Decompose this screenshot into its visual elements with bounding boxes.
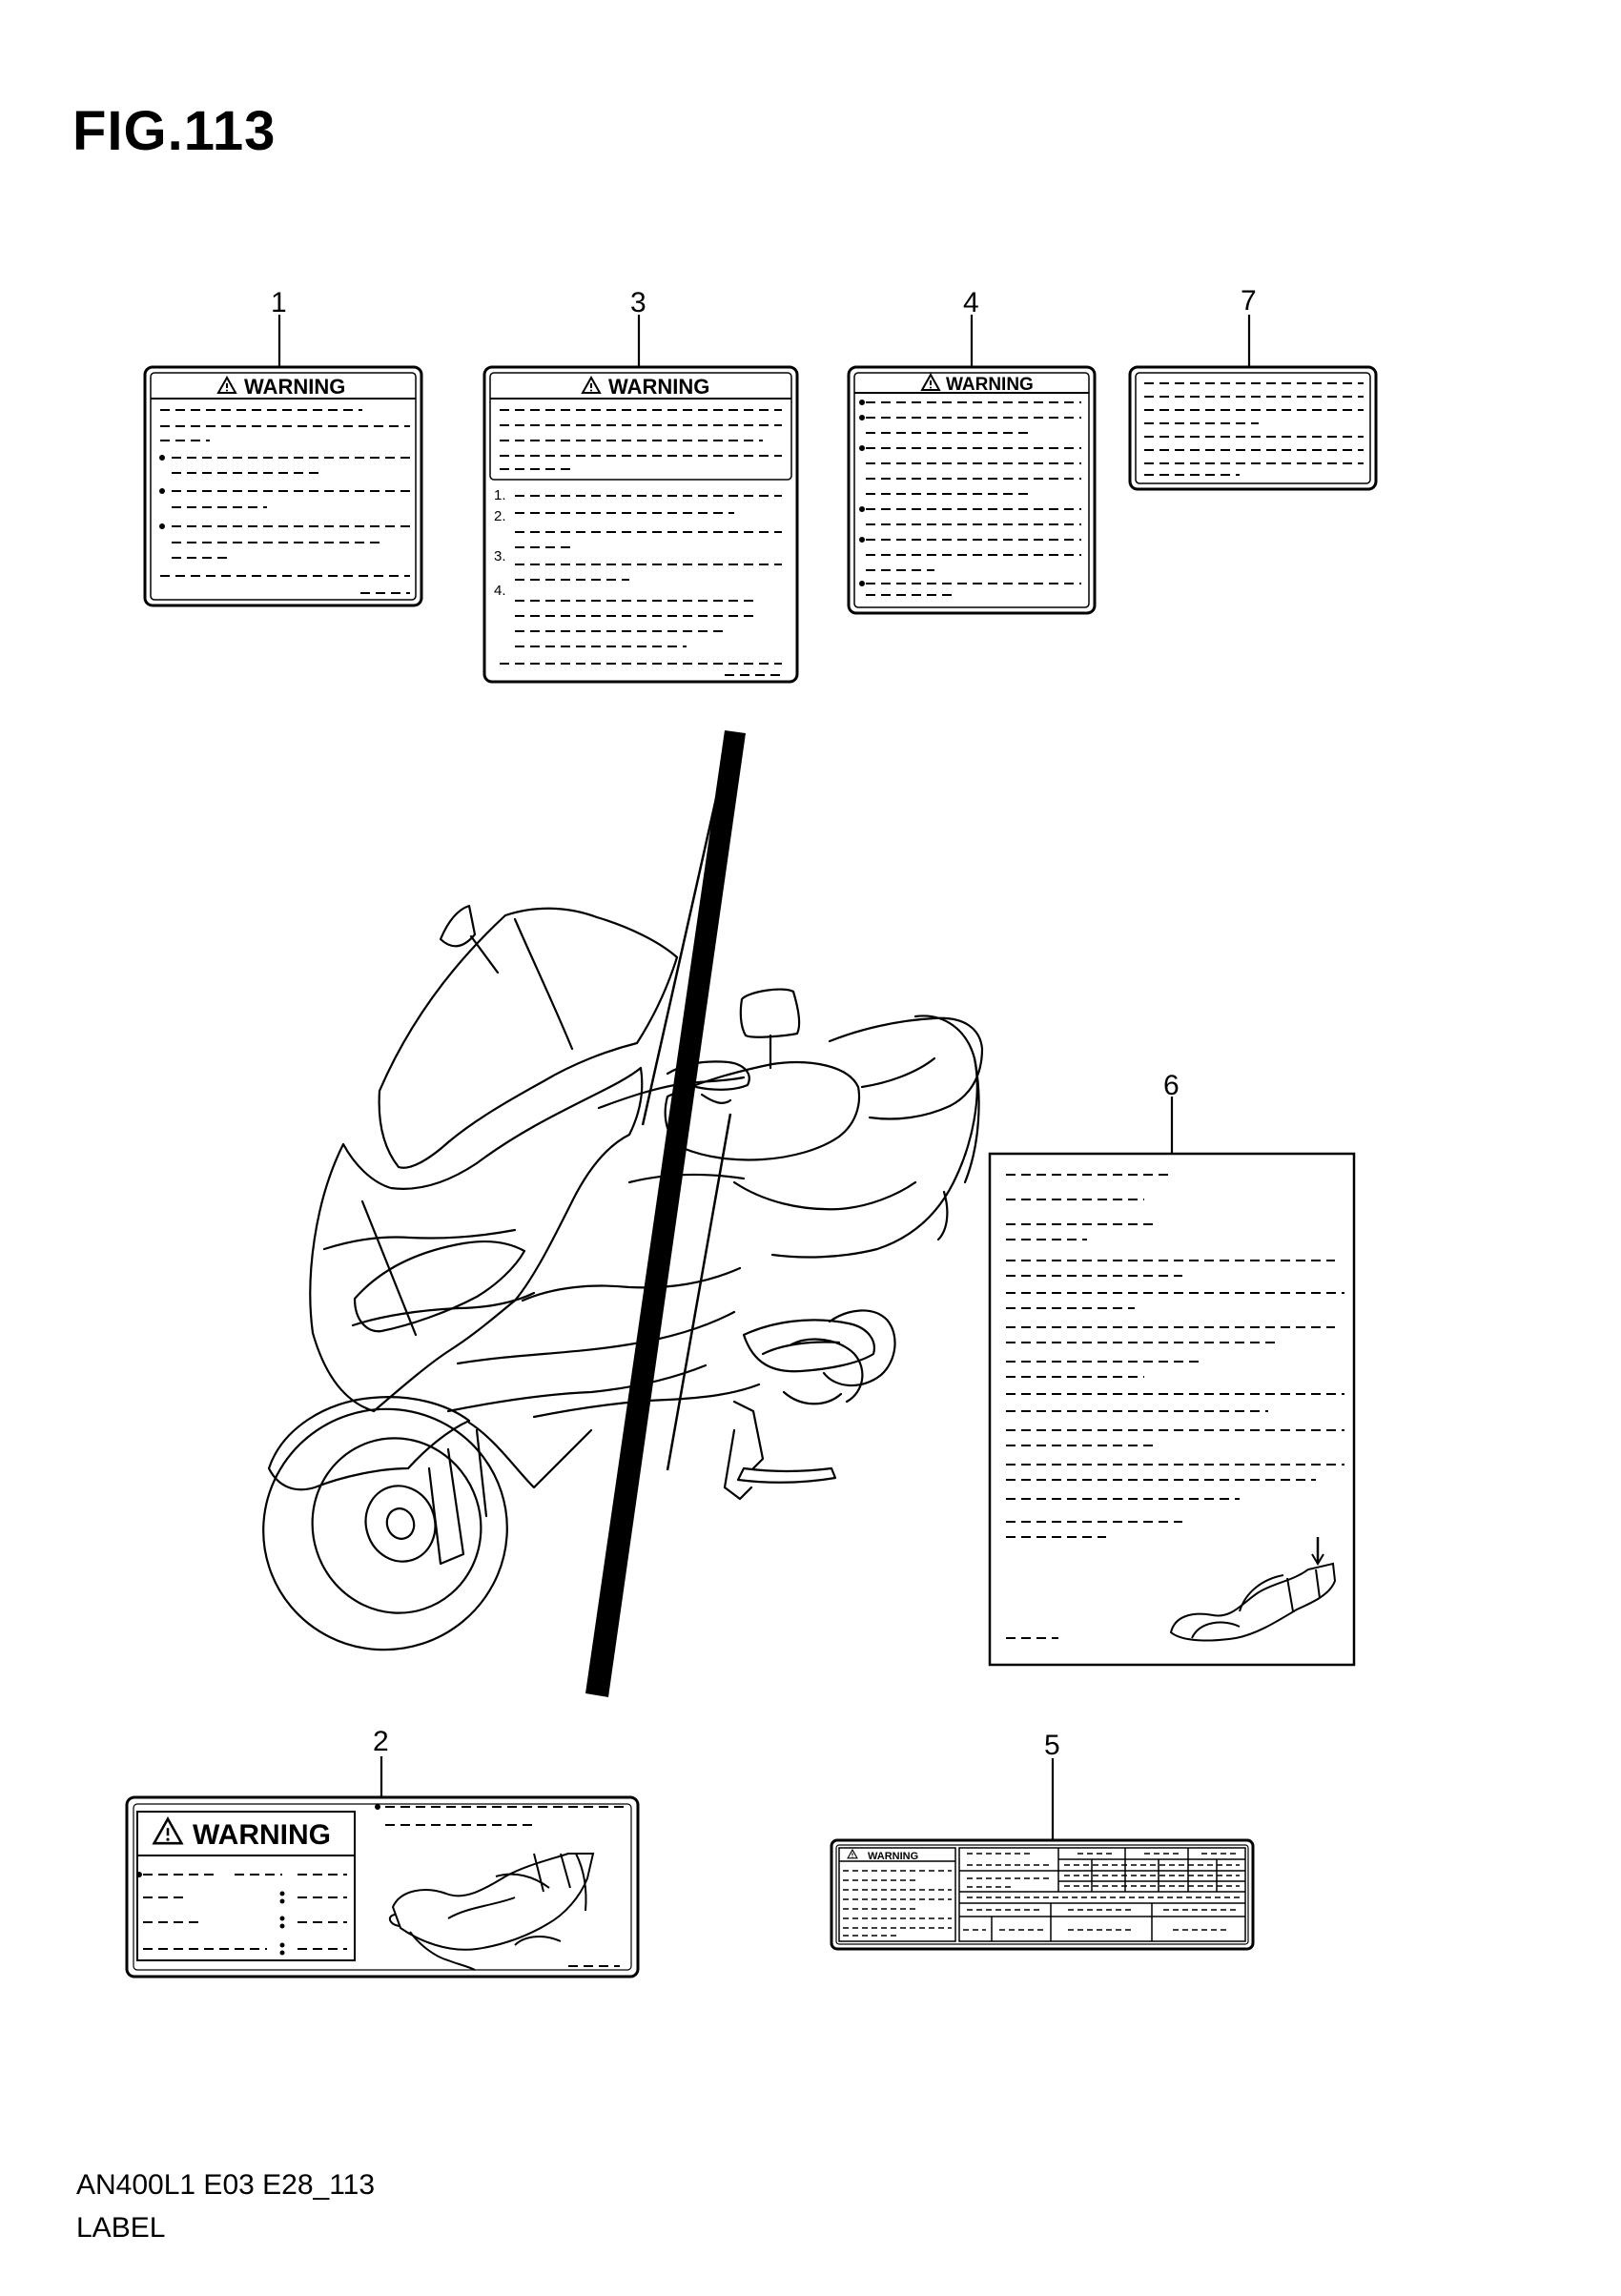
callout-7: 7 bbox=[1241, 285, 1257, 317]
warning-triangle-icon bbox=[848, 1850, 857, 1858]
label-7 bbox=[1130, 367, 1376, 489]
label-3-warning-heading: WARNING bbox=[608, 375, 710, 399]
label-4-warning-heading: WARNING bbox=[946, 375, 1034, 395]
label-6 bbox=[990, 1154, 1354, 1665]
callout-5: 5 bbox=[1044, 1730, 1060, 1761]
label-5-warning-heading: WARNING bbox=[868, 1851, 919, 1862]
callout-2: 2 bbox=[373, 1726, 389, 1757]
label-3-list-number-3: 3. bbox=[494, 548, 506, 564]
model-code: AN400L1 E03 E28_113 bbox=[76, 2169, 376, 2201]
warning-triangle-icon bbox=[218, 378, 236, 393]
label-2-scooter-sketch bbox=[390, 1854, 593, 1970]
warning-triangle-icon bbox=[922, 375, 939, 390]
callout-4: 4 bbox=[963, 287, 979, 318]
warning-triangle-icon bbox=[583, 378, 600, 393]
label-4 bbox=[849, 367, 1095, 613]
label-1-warning-heading: WARNING bbox=[244, 375, 346, 399]
callout-3: 3 bbox=[630, 287, 646, 318]
callout-6: 6 bbox=[1163, 1070, 1180, 1101]
label-3-list-number-2: 2. bbox=[494, 508, 506, 524]
label-2 bbox=[127, 1797, 638, 1977]
label-1 bbox=[145, 367, 421, 605]
label-5 bbox=[831, 1840, 1253, 1949]
warning-triangle-icon bbox=[154, 1819, 182, 1844]
label-3-list-number-1: 1. bbox=[494, 487, 506, 503]
callout-leaders bbox=[279, 315, 1249, 1840]
label-location-strip bbox=[585, 730, 746, 1697]
seat-icon bbox=[1171, 1537, 1335, 1640]
label-2-warning-heading: WARNING bbox=[193, 1819, 331, 1851]
label-3-list-number-4: 4. bbox=[494, 583, 506, 599]
section-name: LABEL bbox=[76, 2212, 166, 2244]
figure-title: FIG.113 bbox=[72, 100, 277, 162]
callout-1: 1 bbox=[271, 287, 287, 318]
label-3 bbox=[484, 367, 797, 682]
